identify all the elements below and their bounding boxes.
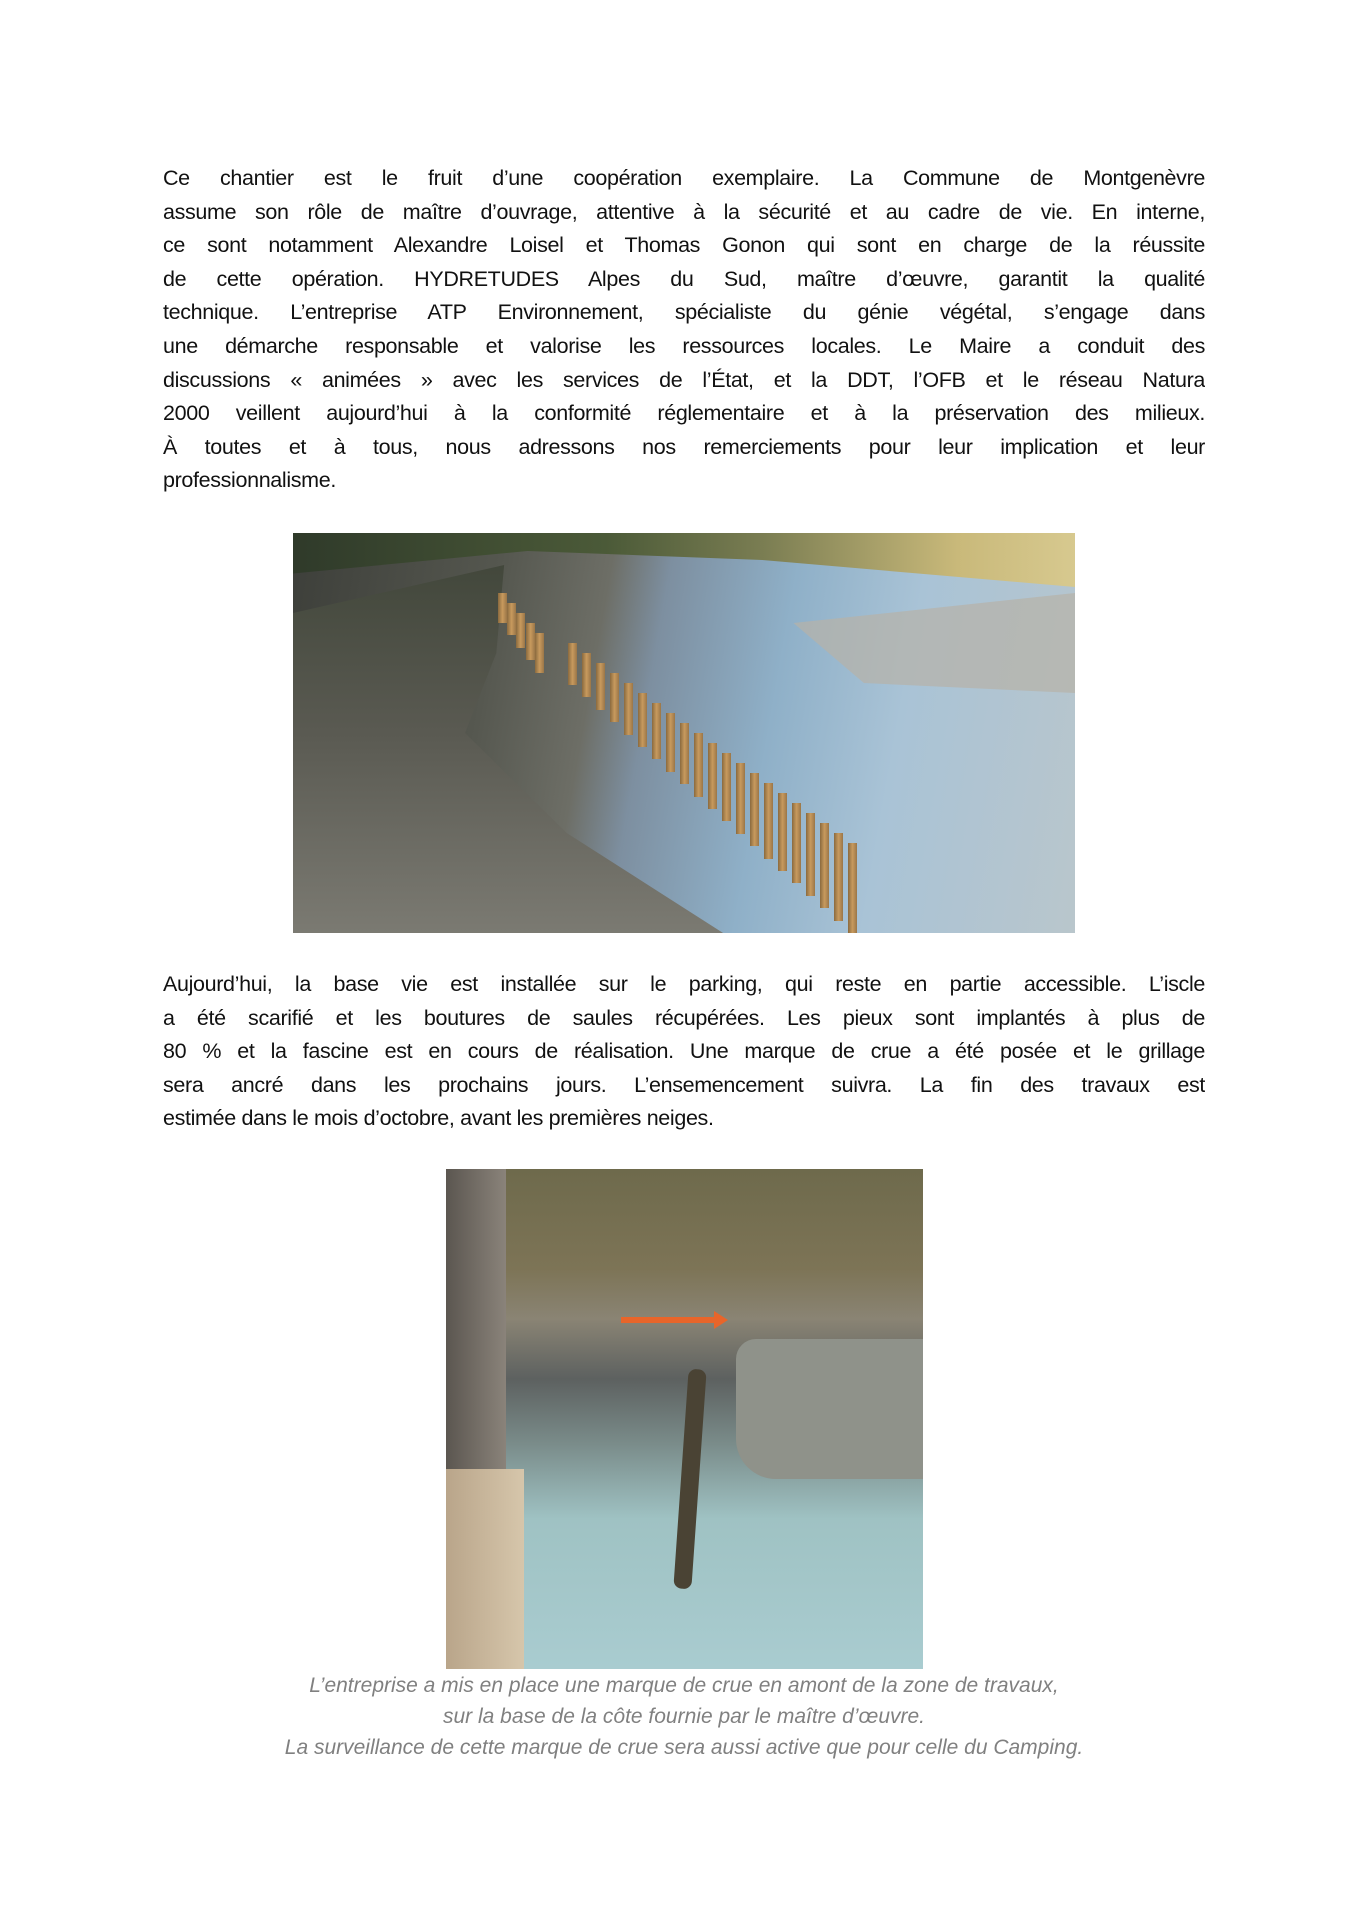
text-line: estimée dans le mois d’octobre, avant les premières neiges.	[163, 1106, 714, 1131]
text-line: Ce chantier est le fruit d’une coopération exemplaire. La Commune de Montgenèvre	[163, 166, 1205, 190]
photo-flood-mark	[446, 1169, 923, 1669]
stake	[708, 743, 717, 809]
stake	[820, 823, 829, 908]
stake	[610, 673, 619, 722]
text-line: sera ancré dans les prochains jours. L’ensemencement suivra. La fin des travaux est	[163, 1072, 1205, 1097]
paragraph-progress	[163, 968, 1205, 1136]
stake	[694, 733, 703, 797]
stake	[806, 813, 815, 896]
text-line: À toutes et à tous, nous adressons nos remerciements pour leur implication et leur	[163, 434, 1205, 459]
photo-rock	[736, 1339, 923, 1479]
photo-board	[446, 1469, 524, 1669]
stake	[750, 773, 759, 846]
stake	[778, 793, 787, 871]
stake	[507, 603, 516, 635]
text-line: professionnalisme.	[163, 468, 336, 493]
photo-riverbank-stakes	[293, 533, 1075, 933]
stake	[848, 843, 857, 933]
caption-line: La surveillance de cette marque de crue sera aussi active que pour celle du Camping.	[284, 1736, 1084, 1759]
photo-branch	[673, 1369, 706, 1590]
text-line: a été scarifié et les boutures de saules récupérées. Les pieux sont implantés à plus de	[163, 1005, 1205, 1030]
stake	[582, 653, 591, 697]
text-line: 2000 veillent aujourd’hui à la conformité réglementaire et à la préservation des milieux.	[163, 401, 1205, 426]
stake	[498, 593, 507, 623]
paragraph-cooperation	[163, 162, 1205, 498]
text-line: 80 % et la fascine est en cours de réalisation. Une marque de crue a été posée et le grillage	[163, 1039, 1205, 1064]
photo-caption	[163, 1670, 1205, 1763]
stake	[624, 683, 633, 735]
stake	[526, 623, 535, 660]
text-line: Aujourd’hui, la base vie est installée sur le parking, qui reste en partie accessible. L’iscle	[163, 972, 1205, 996]
stake	[680, 723, 689, 784]
stake	[722, 753, 731, 821]
text-line: ce sont notamment Alexandre Loisel et Thomas Gonon qui sont en charge de la réussite	[163, 233, 1205, 258]
text-line: une démarche responsable et valorise les ressources locales. Le Maire a conduit des	[163, 333, 1205, 358]
stake	[666, 713, 675, 772]
flood-mark-arrow-icon	[621, 1317, 716, 1323]
caption-line: L’entreprise a mis en place une marque de crue en amont de la zone de travaux,	[309, 1674, 1059, 1697]
stake	[764, 783, 773, 859]
photo-gravel-bar	[723, 593, 1075, 693]
stake	[638, 693, 647, 747]
stake	[792, 803, 801, 883]
text-line: discussions « animées » avec les services de l’État, et la DDT, l’OFB et le réseau Natura	[163, 367, 1205, 392]
text-line: de cette opération. HYDRETUDES Alpes du Sud, maître d’œuvre, garantit la qualité	[163, 266, 1205, 291]
stake	[535, 633, 544, 673]
caption-line: sur la base de la côte fournie par le maître d’œuvre.	[442, 1705, 926, 1728]
text-line: technique. L’entreprise ATP Environnement, spécialiste du génie végétal, s’engage dans	[163, 300, 1205, 325]
text-line: assume son rôle de maître d’ouvrage, attentive à la sécurité et au cadre de vie. En interne,	[163, 199, 1205, 224]
stake	[652, 703, 661, 759]
stake	[736, 763, 745, 834]
stake	[596, 663, 605, 710]
stake	[568, 643, 577, 685]
stake	[834, 833, 843, 921]
stake	[516, 613, 525, 648]
